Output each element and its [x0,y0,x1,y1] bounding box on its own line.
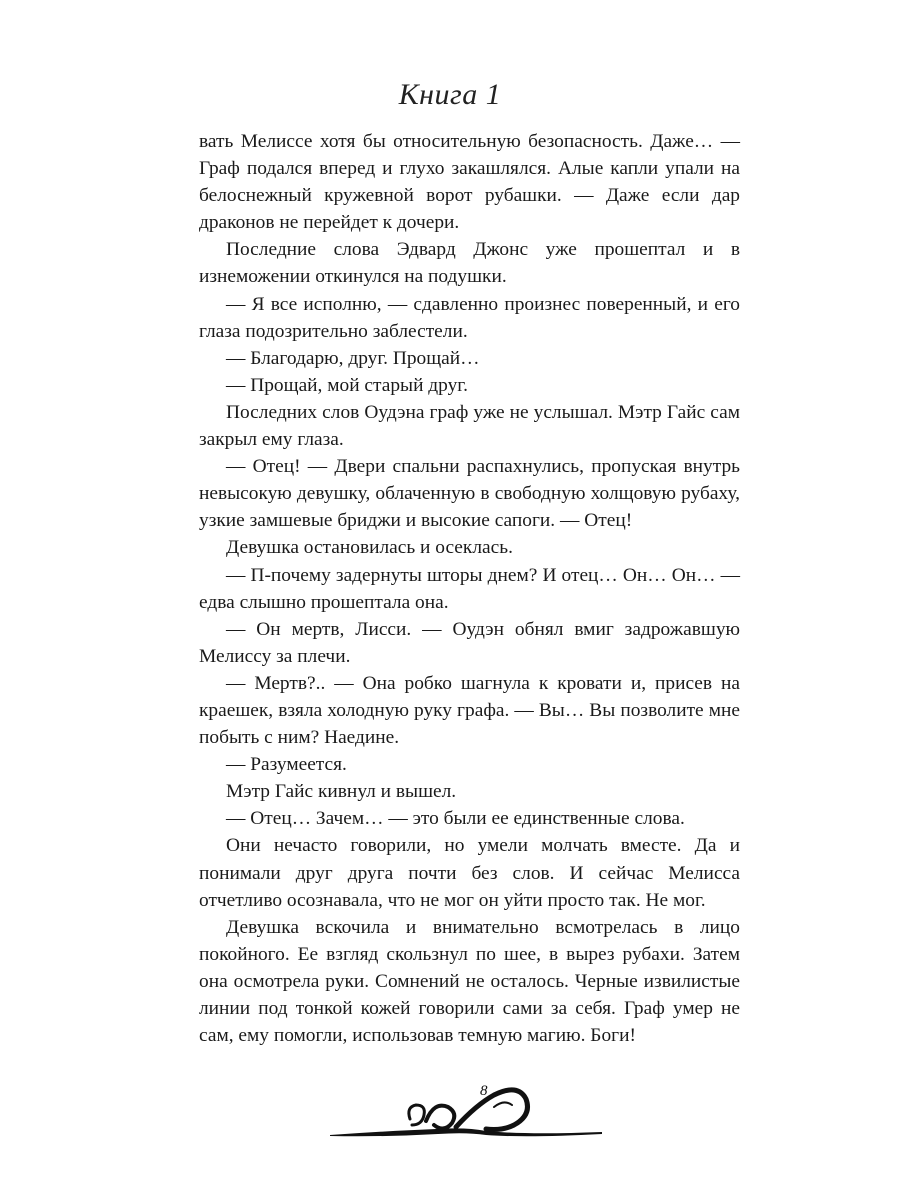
paragraph-continuation: вать Мелиссе хотя бы относительную безопасность. Даже… — Граф подался вперед и глухо закашлялся. Алые капли упали на белоснежный кружевной ворот рубашки. — Даже если дар драконов не перейдет к дочери. [199,131,740,234]
ornament-baseline [330,1128,602,1136]
paragraph: — Отец! — Двери спальни распахнулись, пропуская внутрь невысокую девушку, облаченную в свободную холщовую рубаху, узкие замшевые бриджи и высокие сапоги. — Отец! [199,456,740,532]
paragraph: — Отец… Зачем… — это были ее единственные слова. [226,808,685,830]
paragraph: — Мертв?.. — Она робко шагнула к кровати и, присев на краешек, взяла холодную руку графа. — Вы… Вы позволите мне побыть с ним? Наедине. [199,672,740,749]
running-header: Книга 1 [398,78,502,111]
ornament-right-curl [456,1090,528,1130]
paragraph: — Я все исполню, — сдавленно произнес поверенный, и его глаза подозрительно заблестели. [199,293,740,342]
paragraph: — Благодарю, друг. Прощай… [226,347,480,369]
ornament-left-loop [409,1105,424,1125]
page-number: 8 [480,1083,488,1099]
paragraph: Мэтр Гайс кивнул и вышел. [226,781,457,803]
paragraph: — Разумеется. [226,754,347,776]
ornament-inner-curl [494,1102,512,1107]
paragraph: — П-почему задернуты шторы днем? И отец… Он… Он… — едва слышно прошептала она. [199,564,740,613]
paragraph: Последних слов Оудэна граф уже не услышал. Мэтр Гайс сам закрыл ему глаза. [199,401,740,451]
body-text [199,128,740,1049]
flourish-ornament-icon [326,1055,606,1145]
paragraph: Последние слова Эдвард Джонс уже прошептал и в изнеможении откинулся на подушки. [199,239,740,288]
paragraph: — Прощай, мой старый друг. [226,374,468,396]
paragraph: Девушка остановилась и осеклась. [226,537,513,559]
paragraph: Девушка вскочила и внимательно всмотрелась в лицо покойного. Ее взгляд скользнул по шее, в вырез рубахи. Затем она осмотрела руки. Сомнений не осталось. Черные извилистые линии под тонкой кожей говорили сами за себя. Граф умер не сам, ему помогли, использовав темную магию. Боги! [199,916,740,1047]
page-ornament [326,1055,606,1145]
paragraph: — Он мертв, Лисси. — Оудэн обнял вмиг задрожавшую Мелиссу за плечи. [199,618,740,667]
ornament-middle-swash [426,1106,454,1129]
paragraph: Они нечасто говорили, но умели молчать вместе. Да и понимали друг друга почти без слов. И сейчас Мелисса отчетливо осознавала, что не мог он уйти просто так. Не мог. [199,835,740,911]
